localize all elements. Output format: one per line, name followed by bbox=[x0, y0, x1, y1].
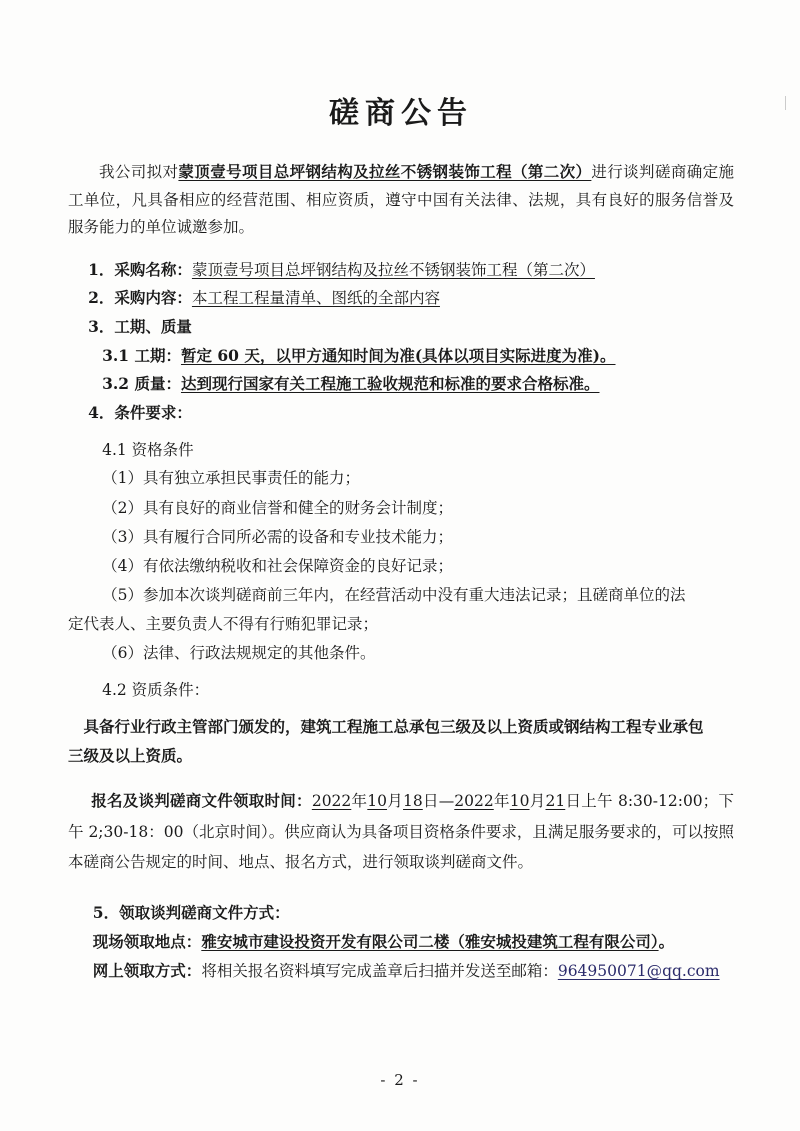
registration-end-month: 10 bbox=[509, 792, 530, 811]
registration-end-day-unit: 日 bbox=[565, 792, 582, 811]
registration-time-paragraph bbox=[68, 786, 734, 877]
registration-time-am: 上午 8:30-12:00； bbox=[581, 792, 719, 811]
sub-quality bbox=[68, 370, 734, 399]
registration-start-year-unit: 年 bbox=[351, 792, 368, 811]
registration-end-month-unit: 月 bbox=[529, 792, 546, 811]
registration-start-day-unit: 日 bbox=[422, 792, 439, 811]
lead-paragraph bbox=[68, 158, 734, 242]
online-label: 网上领取方式： bbox=[92, 961, 202, 981]
condition-item: （4）有依法缴纳税收和社会保障资金的良好记录； bbox=[102, 556, 453, 575]
sub-duration bbox=[68, 342, 734, 371]
registration-start-day: 18 bbox=[403, 792, 423, 811]
sub-value: 暂定 60 天，以甲方通知时间为准(具体以项目实际进度为准)。 bbox=[180, 345, 616, 365]
page-title: 磋商公告 bbox=[329, 96, 473, 131]
item-value: 本工程工程量清单、图纸的全部内容 bbox=[191, 289, 440, 308]
registration-start-month: 10 bbox=[367, 792, 388, 811]
item-value: 蒙顶壹号项目总坪钢结构及拉丝不锈钢装饰工程（第二次） bbox=[191, 260, 595, 279]
scan-artifact bbox=[785, 96, 786, 110]
sub-qualification-certificate-title: 4.2 资质条件： bbox=[102, 681, 210, 700]
registration-start-year: 2022 bbox=[311, 792, 352, 811]
sub-value: 达到现行国家有关工程施工验收规范和标准的要求合格标准。 bbox=[180, 374, 600, 394]
registration-note: 供应商认为具备项目资格条件要求，且满足服务要求的，可以按照本磋商公告规定的时间、地点、报名方式，进行领取谈判磋商文件。 bbox=[68, 822, 734, 871]
sub-label: 3.2 质量： bbox=[102, 374, 181, 394]
lead-pre: 我公司拟对 bbox=[99, 163, 179, 181]
sub-label: 3.1 工期： bbox=[102, 345, 181, 365]
online-value: 将相关报名资料填写完成盖章后扫描并发送至邮箱： bbox=[201, 962, 558, 981]
qualification-requirement-line1: 具备行业行政主管部门颁发的，建筑工程施工总承包三级及以上资质或钢结构工程专业承包 bbox=[83, 716, 704, 736]
registration-end-year-unit: 年 bbox=[493, 792, 510, 811]
online-collection-line bbox=[68, 956, 734, 986]
item-procurement-content bbox=[68, 284, 734, 313]
item-procurement-name bbox=[68, 256, 734, 285]
condition-item: （1）具有独立承担民事责任的能力； bbox=[102, 469, 360, 488]
condition-item: （3）具有履行合同所必需的设备和专业技术能力； bbox=[102, 527, 453, 546]
page-number: - 2 - bbox=[380, 1071, 420, 1089]
section-requirements-heading: 4．条件要求： bbox=[88, 403, 192, 423]
qualification-requirement-line2: 三级及以上资质。 bbox=[68, 745, 193, 765]
item-label: 1．采购名称： bbox=[88, 259, 192, 279]
condition-item-continued: 定代表人、主要负责人不得有行贿犯罪记录； bbox=[68, 615, 379, 634]
condition-item: （2）具有良好的商业信誉和健全的财务会计制度； bbox=[102, 498, 453, 517]
registration-end-day: 21 bbox=[545, 792, 566, 811]
section-document-collection-heading: 5．领取谈判磋商文件方式： bbox=[92, 902, 290, 922]
contact-email[interactable]: 964950071@qq.com bbox=[557, 962, 720, 981]
registration-end-year: 2022 bbox=[454, 792, 494, 811]
item-label: 2．采购内容： bbox=[88, 288, 192, 308]
onsite-value: 雅安城市建设投资开发有限公司二楼（雅安城投建筑工程有限公司） bbox=[201, 931, 659, 951]
registration-start-month-unit: 月 bbox=[387, 792, 404, 811]
registration-dash: — bbox=[438, 792, 455, 811]
onsite-tail: 。 bbox=[658, 931, 675, 951]
condition-item: （5）参加本次谈判磋商前三年内，在经营活动中没有重大违法记录；且磋商单位的法 bbox=[102, 585, 686, 604]
lead-project-name: 蒙顶壹号项目总坪钢结构及拉丝不锈钢装饰工程（第二次） bbox=[178, 162, 592, 181]
onsite-label: 现场领取地点： bbox=[92, 931, 202, 951]
onsite-collection-line bbox=[68, 928, 734, 957]
registration-time-pm: 下午 2;30-18：00（北京时间）。 bbox=[68, 792, 734, 841]
sub-qualification-conditions-title: 4.1 资格条件 bbox=[102, 440, 194, 459]
lead-post: 进行谈判磋商确定施工单位，凡具备相应的经营范围、相应资质，遵守中国有关法律、法规，具有良好的服务信誉及服务能力的单位诚邀参加。 bbox=[68, 163, 734, 237]
condition-item: （6）法律、行政法规规定的其他条件。 bbox=[102, 644, 376, 663]
section-duration-quality-heading: 3．工期、质量 bbox=[88, 317, 192, 337]
registration-label: 报名及谈判磋商文件领取时间： bbox=[91, 791, 312, 811]
